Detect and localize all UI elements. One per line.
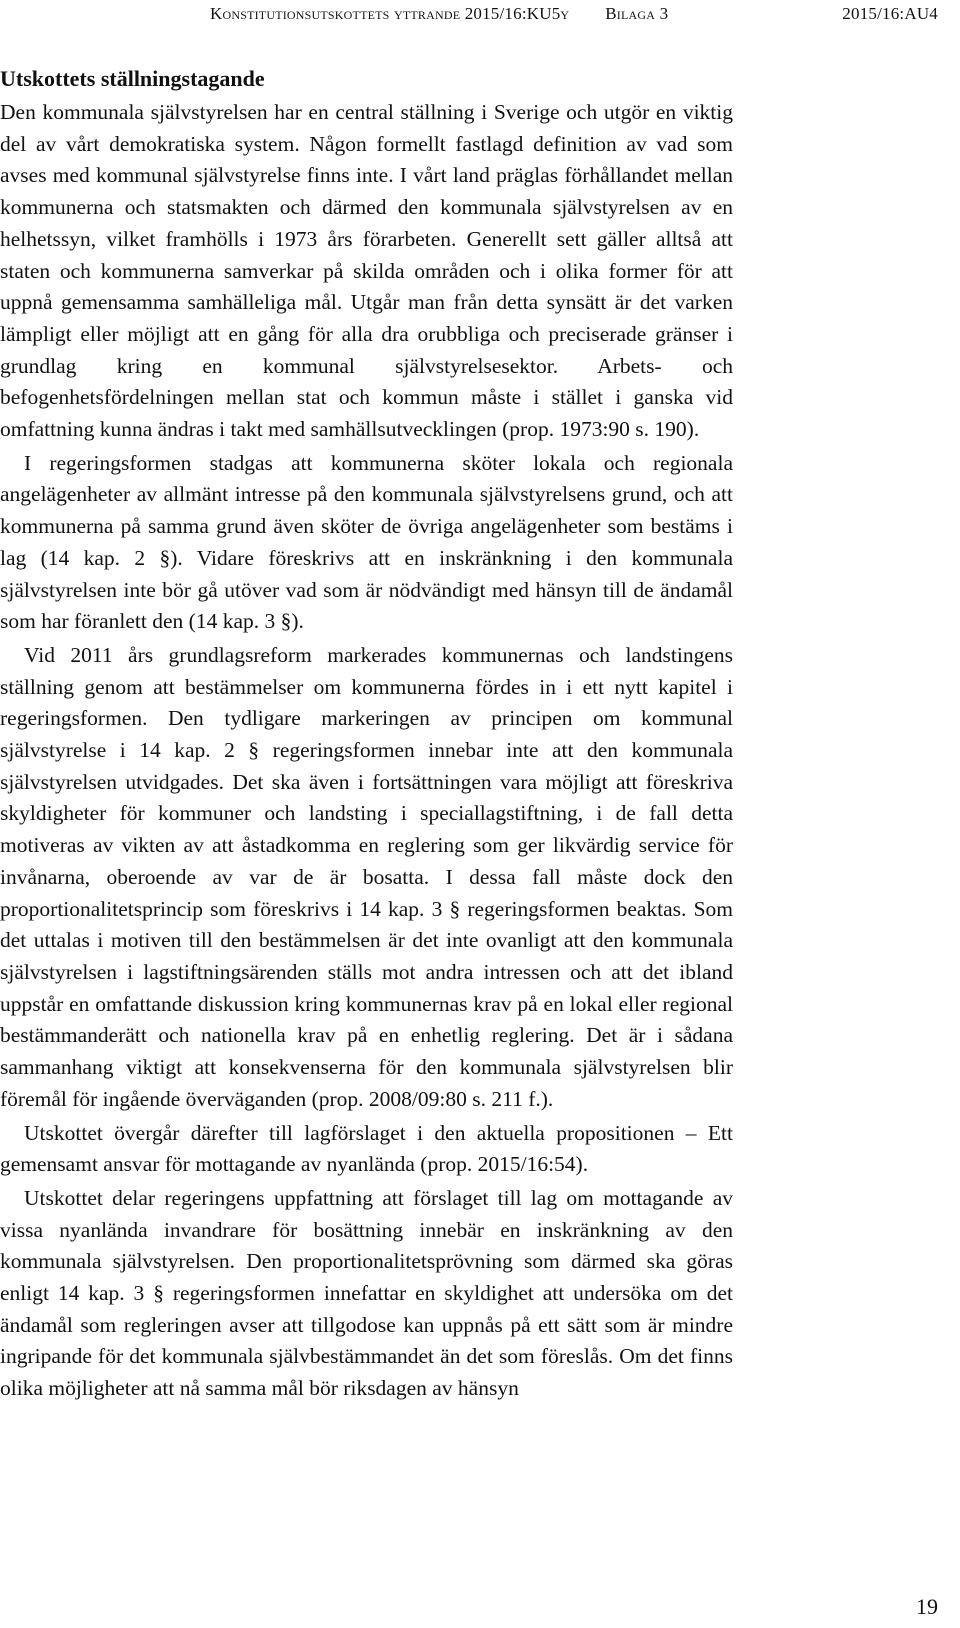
paragraph-4: Utskottet övergår därefter till lagförslaget i den aktuella propositionen – Ett gemensamt ansvar för mottagande av nyanlända (prop. 2015/16:54). bbox=[0, 1120, 733, 1177]
header-bilaga: Bilaga 3 bbox=[605, 4, 669, 23]
header-document-title bbox=[210, 4, 668, 24]
paragraph-3: Vid 2011 års grundlagsreform markerades kommunernas och landstingens ställning genom att bestämmelser om kommunerna fördes in i ett nytt kapitel i regeringsformen. Den tydligare markeringen av principen om kommunal självstyrelse i 14 kap. 2 § regeringsformen innebar inte att den kommunala självstyrelsen utvidgades. Det ska även i fortsättningen vara möjligt att föreskriva skyldigheter för kommuner och landsting i speciallagstiftning, i de fall detta motiveras av vikten av att åstadkomma en reglering som ger likvärdig service för invånarna, oberoende av var de är bosatta. I dessa fall måste dock den proportionalitetsprincip som föreskrivs i 14 kap. 3 § regeringsformen beaktas. Som det uttalas i motiven till den bestämmelsen är det inte ovanligt att den kommunala självstyrelsen i lagstiftningsärenden ställs mot andra intressen och att det ibland uppstår en omfattande diskussion kring kommunernas krav på en lokal eller regional bestämmanderätt och nationella krav på en enhetlig reglering. Det är i sådana sammanhang viktigt att konsekvenserna för den kommunala självstyrelsen blir föremål för ingående överväganden (prop. 2008/09:80 s. 211 f.). bbox=[0, 642, 733, 1111]
document-body bbox=[0, 64, 733, 1405]
paragraph-1: Den kommunala självstyrelsen har en central ställning i Sverige och utgör en viktig del av vårt demokratiska system. Någon formellt fastlagd definition av vad som avses med kommunal självstyrelse finns inte. I vårt land präglas förhållandet mellan kommunerna och statsmakten och därmed den kommunala självstyrelsen av en helhetssyn, vilket framhölls i 1973 års förarbeten. Generellt sett gäller alltså att staten och kommunerna samverkar på skilda områden och i olika former för att uppnå gemensamma samhälleliga mål. Utgår man från detta synsätt är det varken lämpligt eller möjligt att en gång för alla dra orubbliga och preciserade gränser i grundlag kring en kommunal självstyrelsesektor. Arbets- och befogenhetsfördelningen mellan stat och kommun måste i stället i ganska vid omfattning kunna ändras i takt med samhällsutvecklingen (prop. 1973:90 s. 190). bbox=[0, 100, 733, 442]
section-heading: Utskottets ställningstagande bbox=[0, 66, 265, 91]
paragraph-2: I regeringsformen stadgas att kommunerna sköter lokala och regionala angelägenheter av allmänt intresse på den kommunala självstyrelsens grund, och att kommunerna på samma grund även sköter de övriga angelägenheter som bestäms i lag (14 kap. 2 §). Vidare föreskrivs att en inskränkning i den kommunala självstyrelsen inte bör gå utöver vad som är nödvändigt med hänsyn till de ändamål som har föranlett den (14 kap. 3 §). bbox=[0, 450, 733, 634]
header-report-number: 2015/16:AU4 bbox=[842, 4, 938, 23]
page-number: 19 bbox=[916, 1594, 938, 1619]
paragraph-5: Utskottet delar regeringens uppfattning att förslaget till lag om mottagande av vissa nyanlända invandrare för bosättning innebär en inskränkning av den kommunala självstyrelsen. Den proportionalitetsprövning som därmed ska göras enligt 14 kap. 3 § regeringsformen innefattar en skyldighet att undersöka om det ändamål som regleringen avser att tillgodose kan uppnås på ett sätt som är mindre ingripande för det kommunala självbestämmandet än det som föreslås. Om det finns olika möjligheter att nå samma mål bör riksdagen av hänsyn bbox=[0, 1185, 733, 1401]
header-title-text: Konstitutionsutskottets yttrande 2015/16:KU5y bbox=[210, 4, 570, 23]
running-header bbox=[0, 4, 960, 34]
